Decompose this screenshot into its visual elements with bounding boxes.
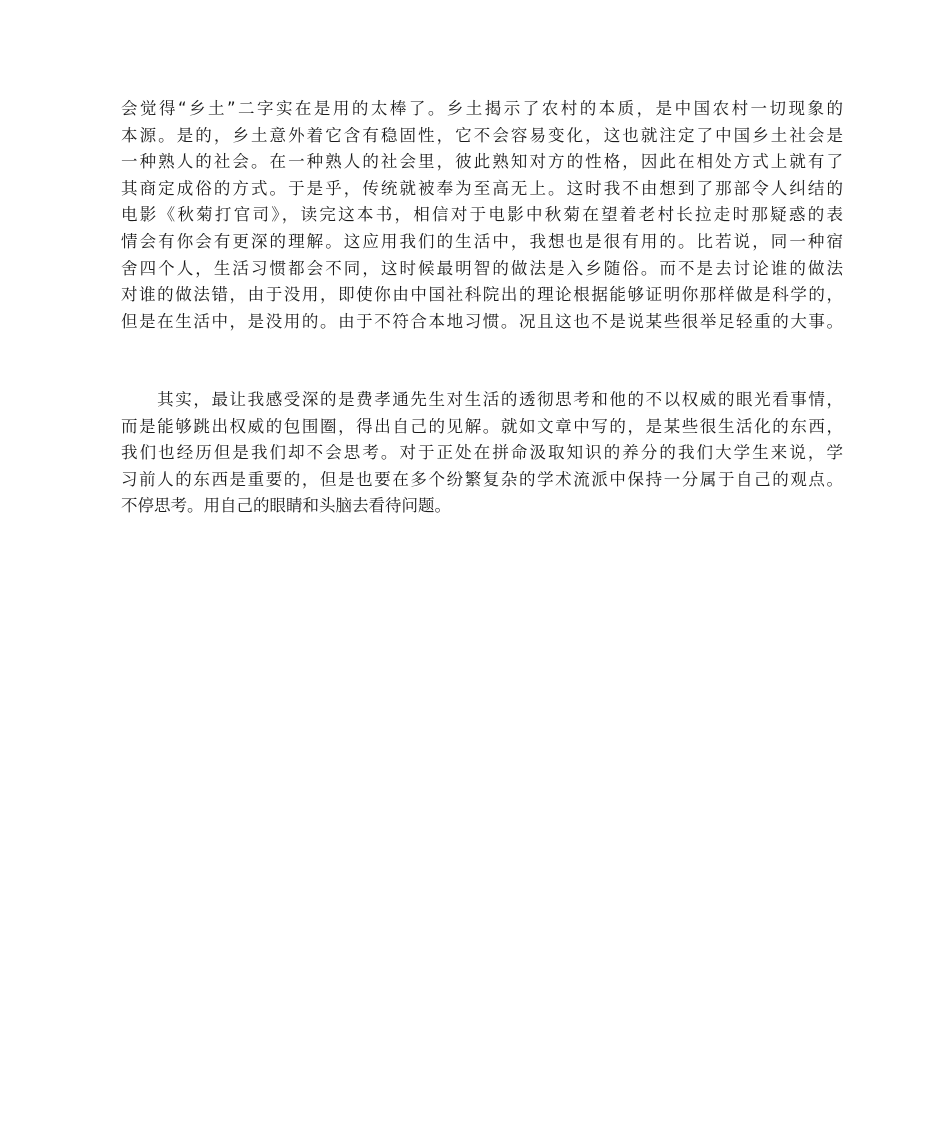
text-line: 对谁的做法错，由于没用，即使你由中国社科院出的理论根据能够证明你那样做是科学的， <box>121 285 843 305</box>
text-line: 一种熟人的社会。在一种熟人的社会里，彼此熟知对方的性格，因此在相处方式上就有了 <box>121 152 843 172</box>
text-line: 舍四个人，生活习惯都会不同，这时候最明智的做法是入乡随俗。而不是去讨论谁的做法 <box>121 258 843 278</box>
text-line: 情会有你会有更深的理解。这应用我们的生活中，我想也是很有用的。比若说，同一种宿 <box>121 231 843 251</box>
paragraph-1 <box>121 96 843 335</box>
text-line: 其商定成俗的方式。于是乎，传统就被奉为至高无上。这时我不由想到了那部令人纠结的 <box>121 178 843 198</box>
text-line: 不停思考。用自己的眼睛和头脑去看待问题。 <box>121 496 451 516</box>
paragraph-2 <box>121 387 843 520</box>
text-line: 而是能够跳出权威的包围圈，得出自己的见解。就如文章中写的，是某些很生活化的东西， <box>121 416 843 436</box>
text-line: 会觉得“乡土”二字实在是用的太棒了。乡土揭示了农村的本质，是中国农村一切现象的 <box>121 99 843 118</box>
text-line: 我们也经历但是我们却不会思考。对于正处在拼命汲取知识的养分的我们大学生来说，学 <box>121 443 843 463</box>
text-line: 其实，最让我感受深的是费孝通先生对生活的透彻思考和他的不以权威的眼光看事情， <box>121 390 843 409</box>
text-line: 但是在生活中，是没用的。由于不符合本地习惯。况且这也不是说某些很举足轻重的大事。 <box>121 311 843 331</box>
text-line: 电影《秋菊打官司》，读完这本书，相信对于电影中秋菊在望着老村长拉走时那疑惑的表 <box>121 205 843 225</box>
text-line: 习前人的东西是重要的，但是也要在多个纷繁复杂的学术流派中保持一分属于自己的观点。 <box>121 469 843 489</box>
text-line: 本源。是的，乡土意外着它含有稳固性，它不会容易变化，这也就注定了中国乡土社会是 <box>121 125 843 145</box>
